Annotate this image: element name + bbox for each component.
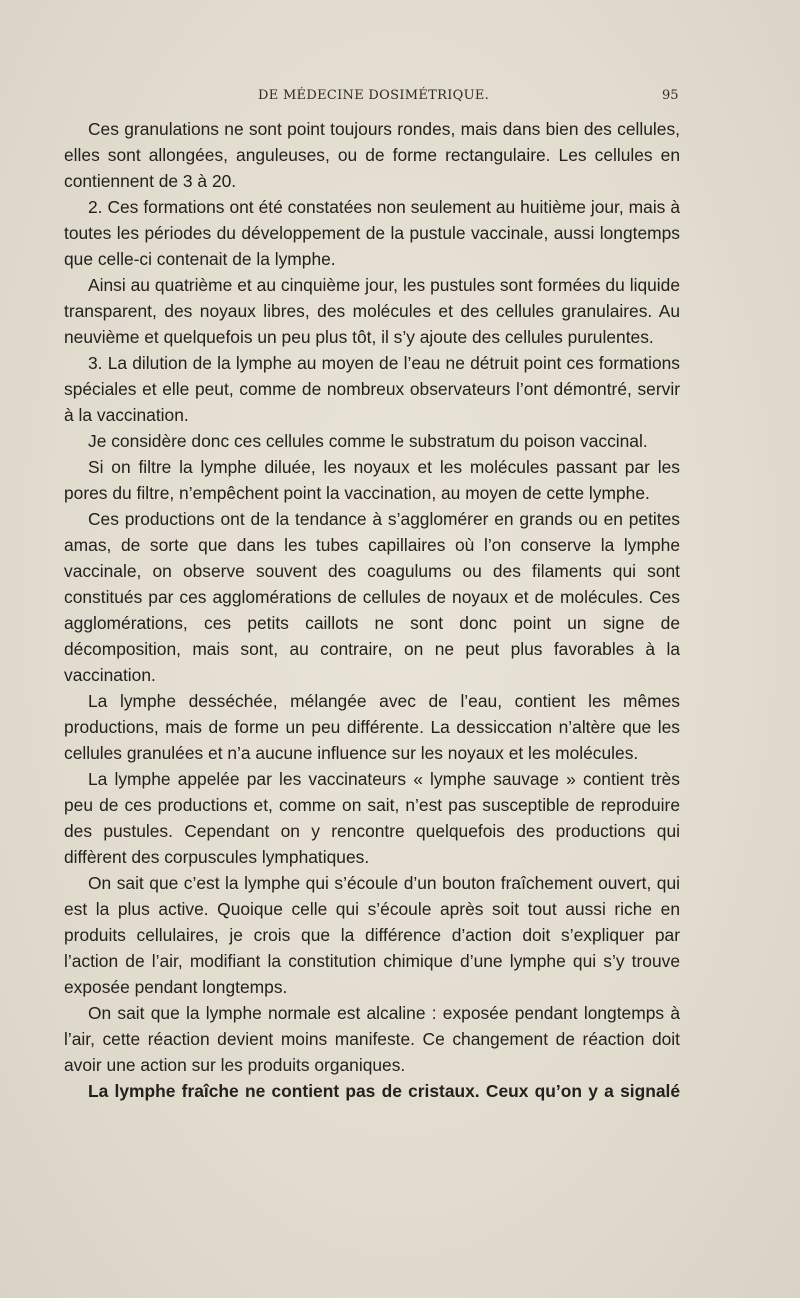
paragraph: 2. Ces formations ont été constatées non seulement au huitième jour, mais à toutes les périodes du développement de la pustule vaccinale, aussi longtemps que celle-ci contenait de la lymphe. xyxy=(64,197,680,269)
paragraph: La lymphe appelée par les vaccinateurs « lymphe sauvage » contient très peu de ces productions et, comme on sait, n’est pas susceptible de reproduire des pustules. Cependant on y rencontre quelquefois des productions qui diffèrent des corpuscules lymphatiques. xyxy=(64,769,680,867)
paragraph: On sait que c’est la lymphe qui s’écoule d’un bouton fraîchement ouvert, qui est la plus active. Quoique celle qui s’écoule après soit tout aussi riche en produits cellulaires, je crois que la différence d’action doit s’expliquer par l’action de l’air, modifiant la constitution chimique d’une lymphe qui s’y trouve exposée pendant longtemps. xyxy=(64,873,680,997)
paragraph: Je considère donc ces cellules comme le substratum du poison vaccinal. xyxy=(88,431,648,451)
paragraph: Ces productions ont de la tendance à s’agglomérer en grands ou en petites amas, de sorte que dans les tubes capillaires où l’on conserve la lymphe vaccinale, on observe souvent des coagulums ou des filaments qui sont constitués par ces agglomérations de cellules de noyaux et de molécules. Ces agglomérations, ces petits caillots ne sont donc point un signe de décomposition, mais sont, au contraire, on ne peut plus favorables à la vaccination. xyxy=(64,509,680,685)
paragraph: Ces granulations ne sont point toujours rondes, mais dans bien des cellules, elles sont allongées, anguleuses, ou de forme rectangulaire. Les cellules en contiennent de 3 à 20. xyxy=(64,119,680,191)
paragraph: Si on filtre la lymphe diluée, les noyaux et les molécules passant par les pores du filtre, n’empêchent point la vaccination, au moyen de cette lymphe. xyxy=(64,457,680,503)
page-number: 95 xyxy=(662,88,679,103)
paragraph: La lymphe desséchée, mélangée avec de l’eau, contient les mêmes productions, mais de forme un peu différente. La dessiccation n’altère que les cellules granulées et n’a aucune influence sur les noyaux et les molécules. xyxy=(64,691,680,763)
paragraph: On sait que la lymphe normale est alcaline : exposée pendant longtemps à l’air, cette réaction devient moins manifeste. Ce changement de réaction doit avoir une action sur les produits organiques. xyxy=(64,1003,680,1075)
body-text xyxy=(64,116,680,1104)
running-title: DE MÉDECINE DOSIMÉTRIQUE. xyxy=(258,88,490,103)
paragraph-last: La lymphe fraîche ne contient pas de cristaux. Ceux qu’on y a signalé xyxy=(88,1081,680,1101)
paragraph: 3. La dilution de la lymphe au moyen de l’eau ne détruit point ces formations spéciales et elle peut, comme de nombreux observateurs l’ont démontré, servir à la vaccination. xyxy=(64,353,680,425)
paragraph: Ainsi au quatrième et au cinquième jour, les pustules sont formées du liquide transparent, des noyaux libres, des molécules et des cellules granulaires. Au neuvième et quelquefois un peu plus tôt, il s’y ajoute des cellules purulentes. xyxy=(64,275,680,347)
running-head xyxy=(0,88,800,108)
